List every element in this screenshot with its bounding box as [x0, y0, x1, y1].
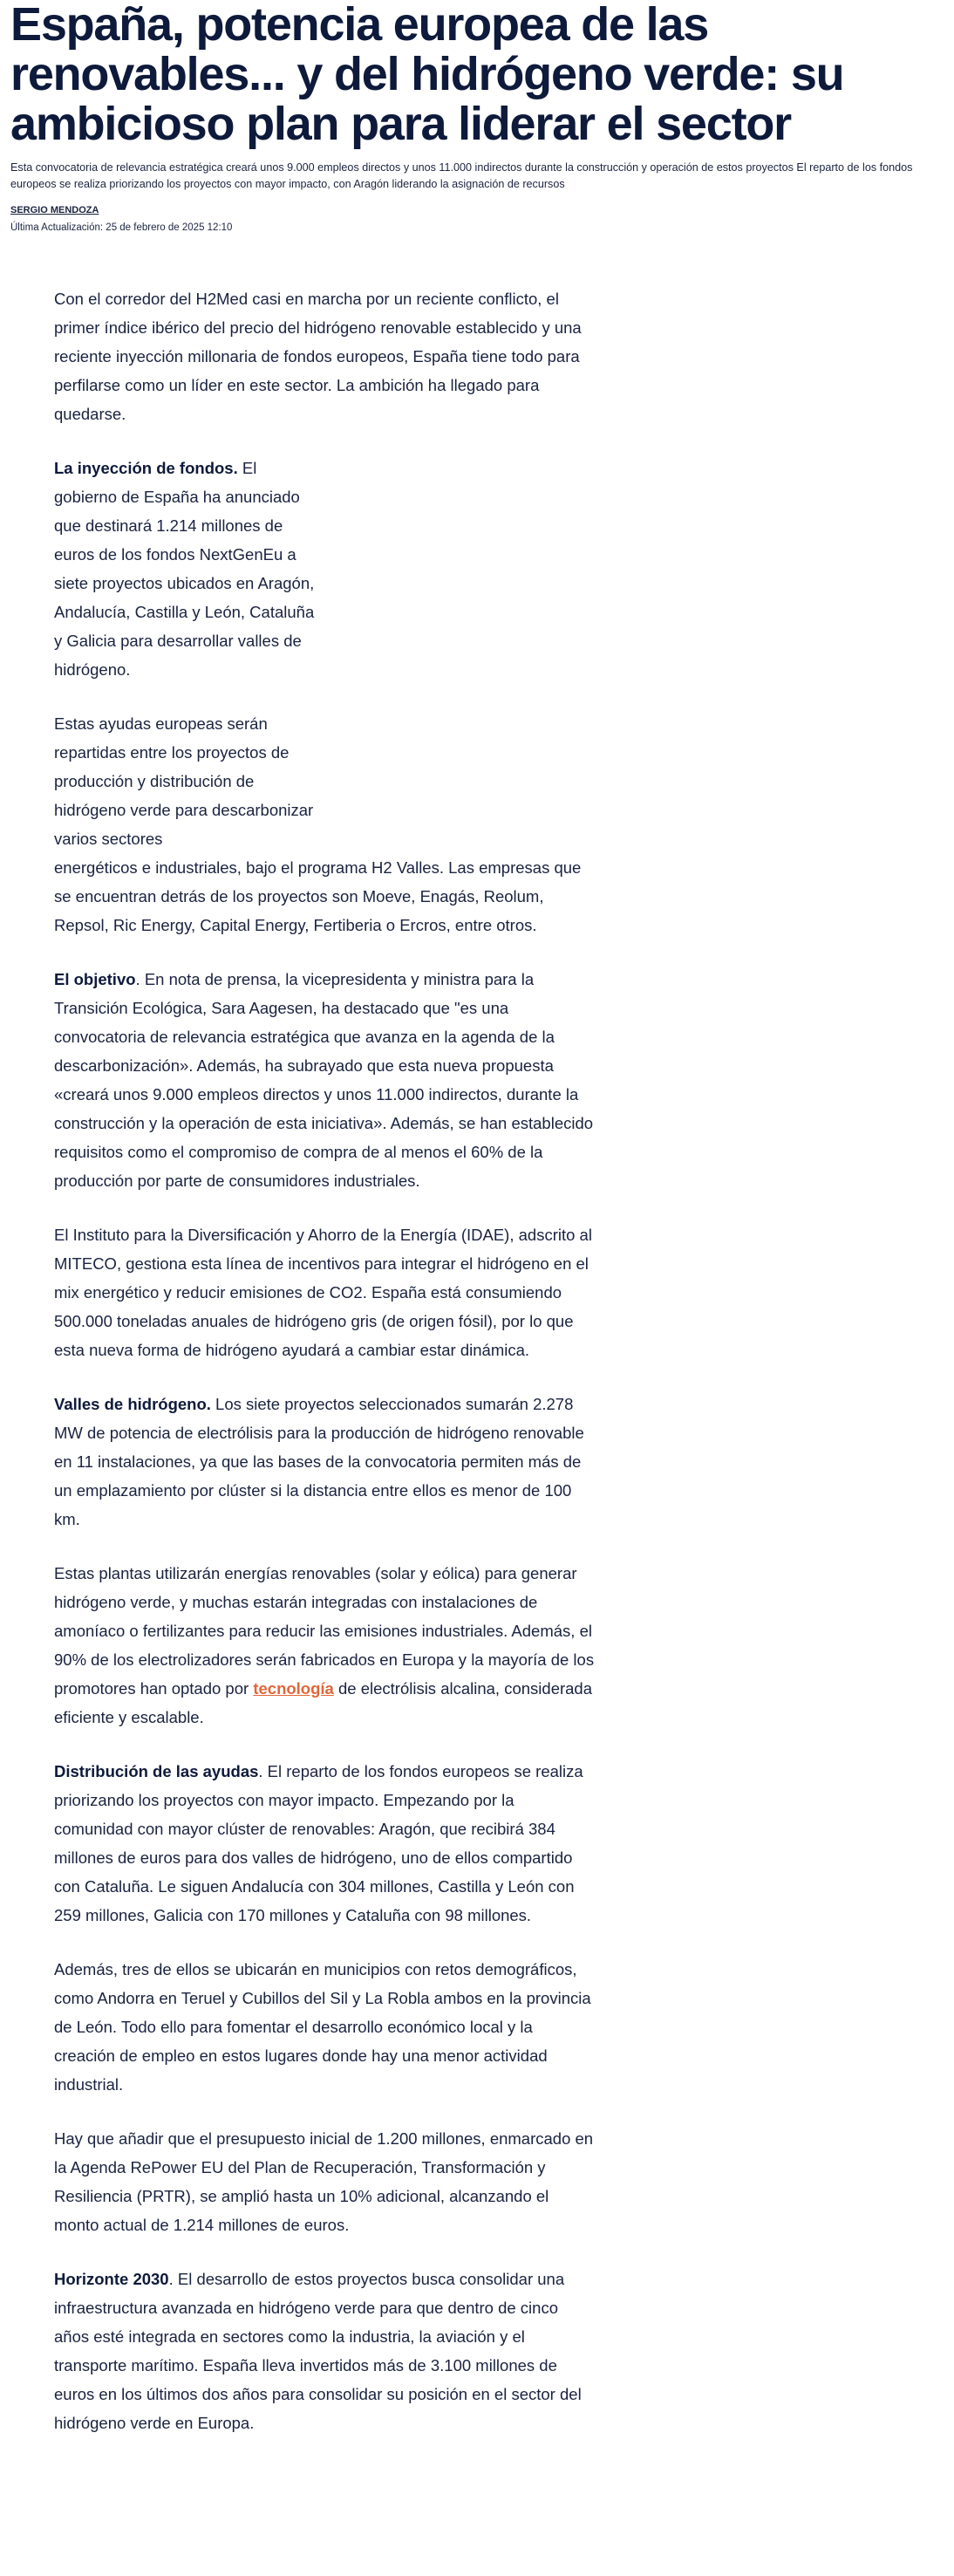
- last-updated: Última Actualización: 25 de febrero de 2025 12:10: [10, 222, 233, 233]
- section-lead-funding: La inyección de fondos.: [54, 459, 238, 477]
- paragraph-aid: [54, 709, 595, 940]
- subheadline: Esta convocatoria de relevancia estratégica creará unos 9.000 empleos directos y unos 11.000 indirectos durante la construcción y operación de estos proyectos El reparto de los fondos europeos se realiza priorizando los proyectos con mayor impacto, con Aragón liderando la asignación de recursos: [10, 161, 913, 190]
- paragraph-idae: El Instituto para la Diversificación y Ahorro de la Energía (IDAE), adscrito al MITECO, gestiona esta línea de incentivos para integrar el hidrógeno en el mix energético y reducir emisiones de CO2. España está consumiendo 500.000 toneladas anuales de hidrógeno gris (de origen fósil), por lo que esta nueva forma de hidrógeno ayudará a cambiar estar dinámica.: [54, 1226, 592, 1359]
- paragraph-distribution: [54, 1757, 595, 1930]
- paragraph-text: . El desarrollo de estos proyectos busca consolidar una infraestructura avanzada en hidrógeno verde para que dentro de cinco años esté integrada en sectores como la industria, la aviación y el transporte marítimo. España lleva invertidos más de 3.100 millones de euros en los últimos dos años para consolidar su posición en el sector del hidrógeno verde en Europa.: [54, 2270, 582, 2432]
- paragraph-text: Los siete proyectos seleccionados sumarán 2.278 MW de potencia de electrólisis para la producción de hidrógeno renovable en 11 instalaciones, ya que las bases de la convocatoria permiten más de un emplazamiento por clúster si la distancia entre ellos es menor de 100 km.: [54, 1395, 584, 1528]
- paragraph-funding: [54, 454, 316, 684]
- paragraph-text: El gobierno de España ha anunciado que destinará 1.214 millones de euros de los fondos NextGenEu a siete proyectos ubicados en Aragón, Andalucía, Castilla y León, Cataluña y Galicia para desarrollar valles de hidrógeno.: [54, 459, 315, 679]
- paragraph-municipalities: Además, tres de ellos se ubicarán en municipios con retos demográficos, como Andorra en Teruel y Cubillos del Sil y La Robla ambos en la provincia de León. Todo ello para fomentar el desarrollo económico local y la creación de empleo en estos lugares donde hay una menor actividad industrial.: [54, 1960, 591, 2094]
- article-header: [0, 0, 954, 233]
- paragraph-text-part2: de electrólisis alcalina, considerada eficiente y escalable.: [54, 1679, 593, 1726]
- headline: España, potencia europea de las renovables... y del hidrógeno verde: su ambicioso plan para liderar el sector: [10, 0, 844, 150]
- section-lead-horizon: Horizonte 2030: [54, 2270, 169, 2288]
- paragraph-text-part1: Estas ayudas europeas serán repartidas entre los proyectos de producción y distribución de hidrógeno verde para descarbonizar varios sectores: [54, 714, 314, 848]
- paragraph-plants: [54, 1559, 595, 1732]
- paragraph-text-part1: Estas plantas utilizarán energías renovables (solar y eólica) para generar hidrógeno verde, y muchas estarán integradas con instalaciones de amoníaco o fertilizantes para reducir las emisiones industriales. Además, el 90% de los electrolizadores serán fabricados en Europa y la mayoría de los promotores han optado por: [54, 1564, 595, 1698]
- byline: [10, 193, 944, 217]
- article-body: [54, 284, 595, 2463]
- technology-link[interactable]: tecnología: [253, 1679, 334, 1698]
- paragraph-text: . En nota de prensa, la vicepresidenta y ministra para la Transición Ecológica, Sara Aagesen, ha destacado que "es una convocatoria de relevancia estratégica que avanza en la agenda de la descarbonización». Además, ha subrayado que esta nueva propuesta «creará unos 9.000 empleos directos y unos 11.000 indirectos, durante la construcción y la operación de esta iniciativa». Además, se han establecido requisitos como el compromiso de compra de al menos el 60% de la producción por parte de consumidores industriales.: [54, 970, 594, 1190]
- paragraph-objective: [54, 965, 595, 1195]
- section-lead-objective: El objetivo: [54, 970, 136, 988]
- paragraph-horizon: [54, 2265, 595, 2437]
- author-link[interactable]: SERGIO MENDOZA: [10, 205, 99, 215]
- paragraph-intro: Con el corredor del H2Med casi en marcha por un reciente conflicto, el primer índice ibérico del precio del hidrógeno renovable establecido y una reciente inyección millonaria de fondos europeos, España tiene todo para perfilarse como un líder en este sector. La ambición ha llegado para quedarse.: [54, 290, 582, 423]
- paragraph-text: . El reparto de los fondos europeos se realiza priorizando los proyectos con mayor impacto. Empezando por la comunidad con mayor clúster de renovables: Aragón, que recibirá 384 millones de euros para dos valles de hidrógeno, uno de ellos compartido con Cataluña. Le siguen Andalucía con 304 millones, Castilla y León con 259 millones, Galicia con 170 millones y Cataluña con 98 millones.: [54, 1762, 583, 1924]
- paragraph-valleys: [54, 1390, 595, 1534]
- section-lead-valleys: Valles de hidrógeno.: [54, 1395, 211, 1413]
- section-lead-distribution: Distribución de las ayudas: [54, 1762, 259, 1780]
- paragraph-budget: Hay que añadir que el presupuesto inicial de 1.200 millones, enmarcado en la Agenda RePower EU del Plan de Recuperación, Transformación y Resiliencia (PRTR), se amplió hasta un 10% adicional, alcanzando el monto actual de 1.214 millones de euros.: [54, 2129, 594, 2234]
- paragraph-text-part2: energéticos e industriales, bajo el programa H2 Valles. Las empresas que se encuentran detrás de los proyectos son Moeve, Enagás, Reolum, Repsol, Ric Energy, Capital Energy, Fertiberia o Ercros, entre otros.: [54, 858, 582, 934]
